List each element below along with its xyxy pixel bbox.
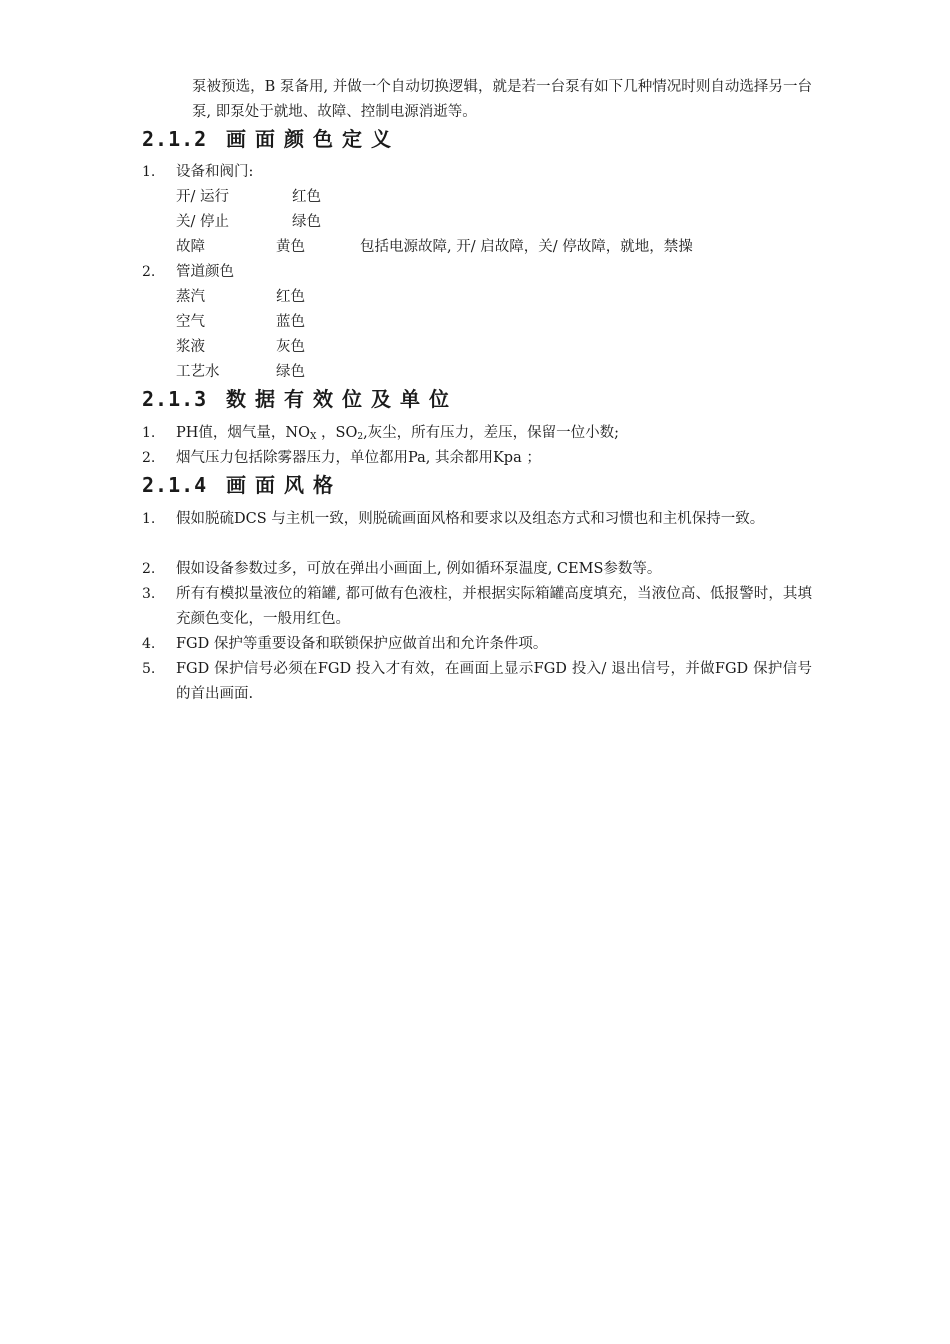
text-part: ，SO [316, 425, 358, 441]
list-number: 1. [142, 425, 156, 441]
pipe-row-color: 灰色 [276, 339, 305, 355]
list-item-text: 假如设备参数过多，可放在弹出小画面上, 例如循环泵温度, CEMS参数等。 [176, 561, 662, 577]
section-title: 画面风格 [226, 473, 342, 497]
list-number: 2. [142, 561, 156, 577]
pipe-row-color: 绿色 [276, 364, 305, 380]
list-number: 2. [142, 450, 156, 466]
section-number: 2.1.2 [142, 127, 208, 151]
list-item-label: 设备和阀门: [176, 164, 254, 180]
section-heading-2-1-4 [142, 469, 342, 498]
list-number: 3. [142, 586, 156, 602]
list-number: 4. [142, 636, 156, 652]
section-title: 画面颜色定义 [226, 127, 400, 151]
text-part: PH值，烟气量，NO [176, 425, 310, 441]
list-number: 1. [142, 164, 156, 180]
color-row-color: 红色 [292, 189, 321, 205]
color-row-name: 开/ 运行 [176, 189, 229, 205]
section-number: 2.1.3 [142, 387, 208, 411]
pipe-row-color: 蓝色 [276, 314, 305, 330]
color-row-color: 绿色 [292, 214, 321, 230]
list-item-label: 管道颜色 [176, 264, 234, 280]
pipe-row-name: 蒸汽 [176, 289, 205, 305]
pipe-row-color: 红色 [276, 289, 305, 305]
list-number: 5. [142, 661, 156, 677]
subscript: 2 [357, 432, 364, 442]
section-heading-2-1-3 [142, 383, 458, 412]
list-item-text: 假如脱硫DCS 与主机一致，则脱硫画面风格和要求以及组态方式和习惯也和主机保持一致。 [176, 511, 765, 527]
section-heading-2-1-2 [142, 123, 400, 152]
list-item-text: 所有有模拟量液位的箱罐, 都可做有色液柱，并根据实际箱罐高度填充，当液位高、低报警时，其填充颜色变化，一般用红色。 [176, 586, 812, 627]
pipe-row-name: 工艺水 [176, 364, 220, 380]
intro-paragraph: 泵被预选，B 泵备用, 并做一个自动切换逻辑，就是若一台泵有如下几种情况时则自动选择另一台泵, 即泵处于就地、故障、控制电源消逝等。 [192, 79, 812, 120]
color-row-note: 包括电源故障, 开/ 启故障，关/ 停故障，就地，禁操 [360, 239, 693, 255]
list-number: 2. [142, 264, 156, 280]
color-row-color: 黄色 [276, 239, 305, 255]
section-title: 数据有效位及单位 [226, 387, 458, 411]
list-number: 1. [142, 511, 156, 527]
text-part: ,灰尘，所有压力，差压，保留一位小数; [363, 425, 620, 441]
list-item-text: FGD 保护等重要设备和联锁保护应做首出和允许条件项。 [176, 636, 548, 652]
color-row-name: 关/ 停止 [176, 214, 229, 230]
pipe-row-name: 浆液 [176, 339, 205, 355]
list-item-text: 烟气压力包括除雾器压力，单位都用Pa, 其余都用Kpa ； [176, 450, 541, 466]
pipe-row-name: 空气 [176, 314, 205, 330]
subscript: X [309, 432, 317, 442]
list-item-text: FGD 保护信号必须在FGD 投入才有效，在画面上显示FGD 投入/ 退出信号，并做FGD 保护信号的首出画面. [176, 661, 812, 702]
section-number: 2.1.4 [142, 473, 208, 497]
color-row-name: 故障 [176, 239, 205, 255]
